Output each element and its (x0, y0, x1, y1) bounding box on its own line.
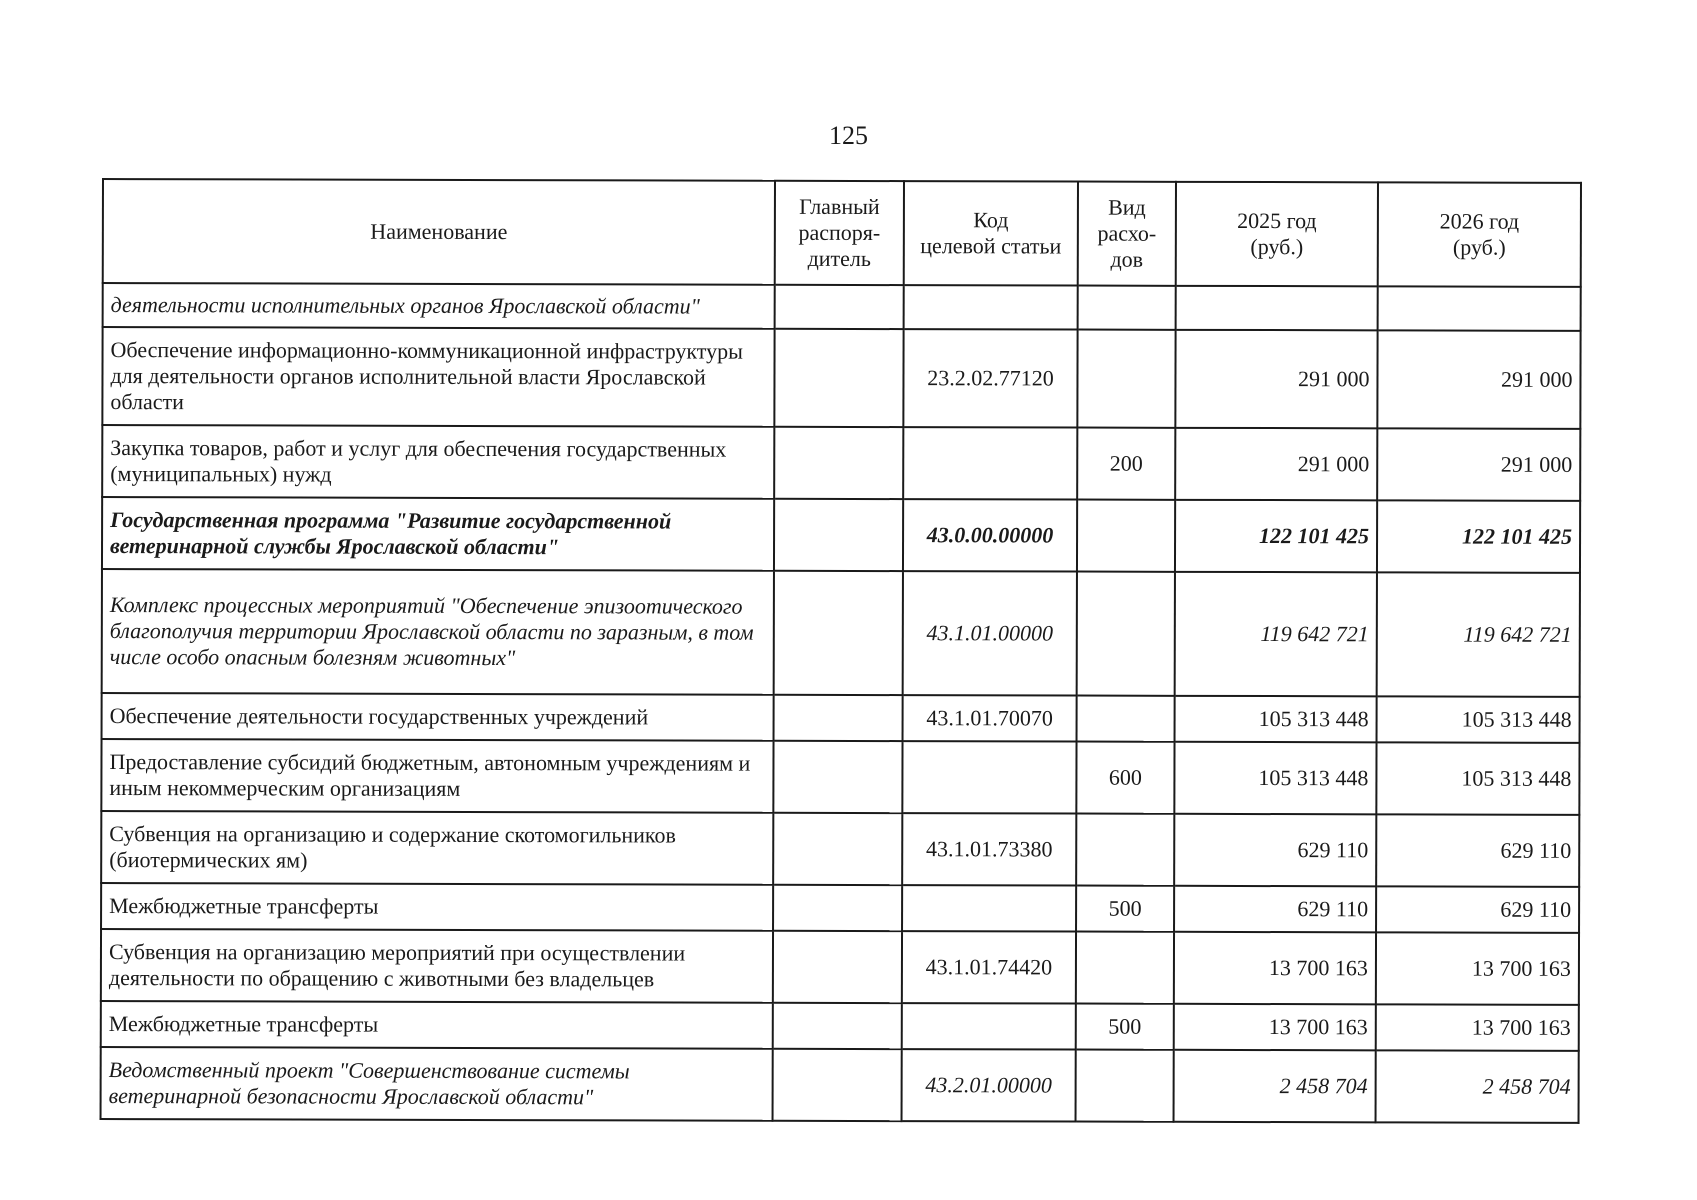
cell-code: 43.1.01.74420 (902, 931, 1076, 1003)
cell-manager (774, 329, 903, 427)
cell-type (1076, 932, 1174, 1004)
cell-type: 200 (1077, 428, 1175, 500)
cell-2026: 629 110 (1376, 814, 1579, 887)
table-row (103, 283, 1581, 331)
cell-name: Комплекс процессных мероприятий "Обеспечение эпизоотического благополучия территории Ярославской области по заразным, в том числе особо опасным болезням животных" (102, 569, 774, 695)
table-row (102, 327, 1580, 429)
cell-manager (773, 885, 902, 931)
cell-2025: 291 000 (1175, 330, 1377, 429)
cell-2026: 105 313 448 (1376, 742, 1579, 815)
cell-manager (773, 1003, 902, 1049)
cell-manager (774, 571, 903, 695)
cell-name: Государственная программа "Развитие государственной ветеринарной службы Ярославской области" (102, 497, 774, 571)
cell-code (903, 427, 1077, 499)
cell-code (902, 741, 1076, 813)
cell-2026: 122 101 425 (1377, 500, 1580, 573)
cell-2026: 13 700 163 (1376, 932, 1579, 1005)
cell-manager (775, 285, 904, 329)
table-row (102, 497, 1580, 573)
table-row (101, 1001, 1579, 1051)
cell-name: Субвенция на организацию мероприятий при осуществлении деятельности по обращению с животными без владельцев (101, 929, 773, 1003)
header-2026: 2026 год (руб.) (1378, 182, 1581, 287)
budget-table (100, 178, 1582, 1124)
cell-code: 43.2.01.00000 (902, 1049, 1076, 1121)
cell-name: деятельности исполнительных органов Ярославской области" (103, 283, 775, 329)
cell-2026: 105 313 448 (1377, 696, 1580, 743)
cell-code (902, 1003, 1076, 1049)
cell-2025: 119 642 721 (1175, 572, 1377, 697)
cell-2025: 13 700 163 (1174, 932, 1376, 1005)
cell-2026 (1378, 286, 1581, 331)
cell-2025: 122 101 425 (1175, 500, 1377, 573)
cell-type (1078, 286, 1176, 330)
cell-name: Субвенция на организацию и содержание скотомогильников (биотермических ям) (101, 811, 773, 885)
cell-type (1077, 696, 1175, 742)
cell-name: Предоставление субсидий бюджетным, автономным учреждениям и иным некоммерческим организациям (101, 739, 773, 813)
cell-code (902, 885, 1076, 931)
cell-2025: 629 110 (1174, 814, 1376, 887)
header-type: Вид расхо- дов (1078, 182, 1176, 286)
cell-2026: 13 700 163 (1376, 1004, 1579, 1051)
cell-manager (773, 741, 902, 813)
cell-2026: 119 642 721 (1377, 572, 1580, 697)
header-manager: Главный распоря- дитель (775, 181, 904, 285)
table-body (101, 283, 1581, 1123)
header-name: Наименование (103, 179, 775, 285)
header-code: Код целевой статьи (904, 181, 1078, 285)
table-row (102, 425, 1580, 501)
cell-type: 500 (1076, 1004, 1174, 1050)
cell-name: Межбюджетные трансферты (101, 883, 773, 931)
cell-name: Межбюджетные трансферты (101, 1001, 773, 1049)
cell-2025 (1176, 286, 1378, 331)
table-row (102, 693, 1580, 743)
table-row (101, 883, 1579, 933)
cell-manager (773, 1049, 902, 1121)
cell-2026: 2 458 704 (1376, 1050, 1579, 1123)
cell-code: 43.1.01.73380 (902, 813, 1076, 885)
cell-type (1077, 330, 1175, 428)
table-row (101, 1047, 1579, 1123)
cell-2026: 629 110 (1376, 886, 1579, 933)
cell-manager (774, 499, 903, 571)
cell-2026: 291 000 (1377, 428, 1580, 501)
cell-code (904, 285, 1078, 329)
cell-code: 43.0.00.00000 (903, 499, 1077, 571)
cell-code: 23.2.02.77120 (903, 329, 1077, 427)
cell-2025: 629 110 (1174, 886, 1376, 933)
cell-code: 43.1.01.70070 (903, 695, 1077, 741)
cell-name: Обеспечение информационно-коммуникационной инфраструктуры для деятельности органов исполнительной власти Ярославской области (102, 327, 774, 427)
cell-manager (773, 813, 902, 885)
cell-type (1077, 572, 1175, 696)
cell-2025: 105 313 448 (1174, 742, 1376, 815)
cell-2026: 291 000 (1377, 330, 1580, 429)
table-row (101, 739, 1579, 815)
cell-type (1076, 814, 1174, 886)
cell-manager (774, 427, 903, 499)
cell-2025: 2 458 704 (1174, 1050, 1376, 1123)
cell-type: 500 (1076, 886, 1174, 932)
cell-2025: 13 700 163 (1174, 1004, 1376, 1051)
table-row (102, 569, 1580, 697)
table-row (101, 811, 1579, 887)
cell-2025: 291 000 (1175, 428, 1377, 501)
cell-type (1076, 1050, 1174, 1122)
cell-name: Обеспечение деятельности государственных учреждений (102, 693, 774, 741)
cell-manager (774, 695, 903, 741)
header-2025: 2025 год (руб.) (1176, 182, 1378, 287)
cell-code: 43.1.01.00000 (903, 571, 1077, 695)
cell-2025: 105 313 448 (1175, 696, 1377, 743)
page-number: 125 (829, 121, 868, 150)
table-row (101, 929, 1579, 1005)
table-header-row (103, 179, 1581, 287)
cell-name: Ведомственный проект "Совершенствование системы ветеринарной безопасности Ярославской области" (101, 1047, 773, 1121)
cell-name: Закупка товаров, работ и услуг для обеспечения государственных (муниципальных) нужд (102, 425, 774, 499)
cell-type: 600 (1076, 742, 1174, 814)
cell-type (1077, 500, 1175, 572)
cell-manager (773, 931, 902, 1003)
